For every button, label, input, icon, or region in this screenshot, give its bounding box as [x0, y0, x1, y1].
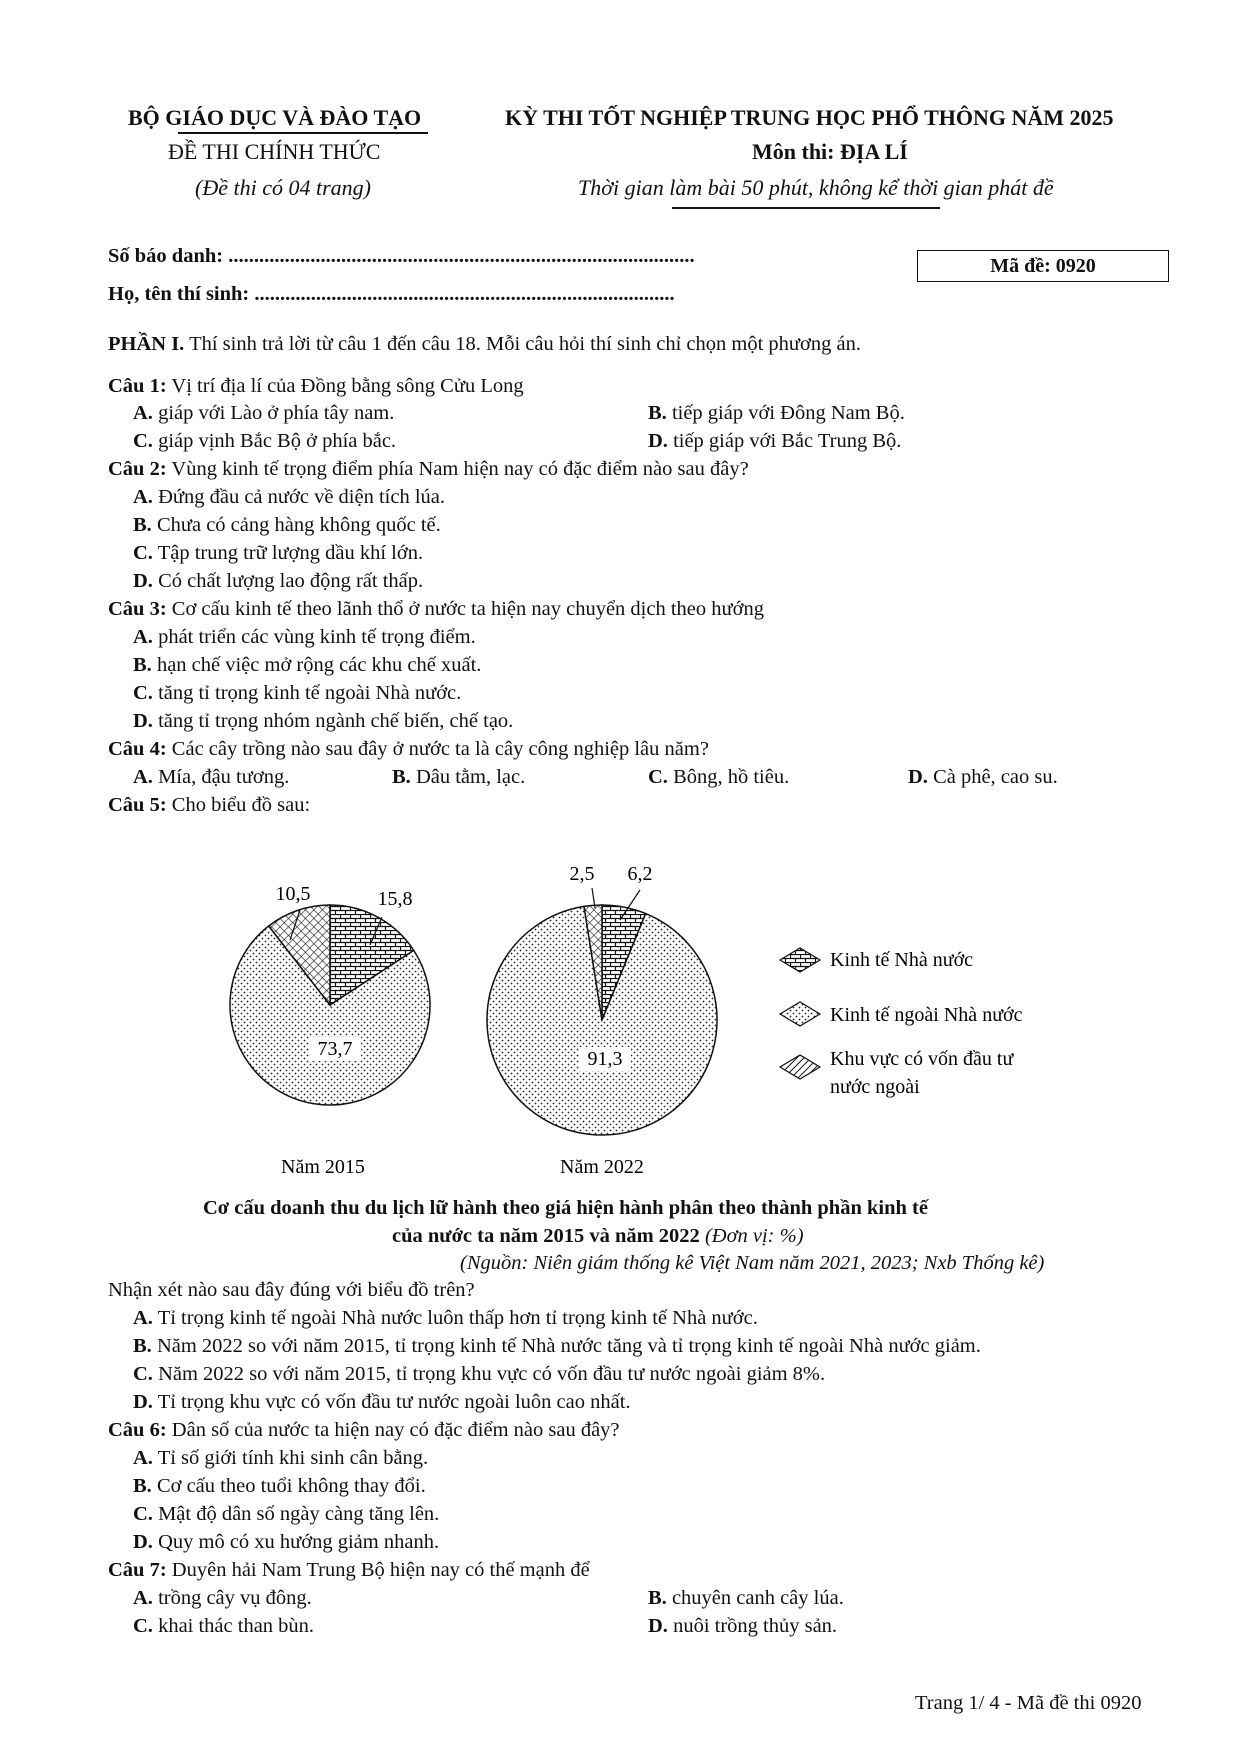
q7-option-d: D. nuôi trồng thủy sản.: [648, 1615, 838, 1637]
time-note: Thời gian làm bài 50 phút, không kể thời gian phát đề: [578, 175, 1054, 200]
q3-text: Cơ cấu kinh tế theo lãnh thổ ở nước ta hiện nay chuyển dịch theo hướng: [166, 598, 764, 620]
q3-option-b: B. hạn chế việc mở rộng các khu chế xuất.: [133, 654, 482, 676]
q4-option-c: C. Bông, hồ tiêu.: [648, 766, 790, 788]
pie-2-label-3: 2,5: [569, 863, 595, 885]
exam-title: KỲ THI TỐT NGHIỆP TRUNG HỌC PHỔ THÔNG NĂM 2025: [505, 105, 1114, 130]
q3-option-d: D. tăng tỉ trọng nhóm ngành chế biến, chế tạo.: [133, 710, 514, 732]
official-exam-label: ĐỀ THI CHÍNH THỨC: [168, 139, 381, 164]
pie-chart: [0, 850, 1240, 1190]
q5-option-d: D. Tỉ trọng khu vực có vốn đầu tư nước ngoài luôn cao nhất.: [133, 1391, 631, 1413]
q1-label: Câu 1:: [108, 375, 167, 397]
subject-label: Môn thi: ĐỊA LÍ: [752, 139, 908, 164]
q6-text: Dân số của nước ta hiện nay có đặc điểm nào sau đây?: [166, 1419, 620, 1441]
q2-label: Câu 2:: [108, 458, 167, 480]
question-3: [108, 596, 764, 622]
q7-label: Câu 7:: [108, 1559, 167, 1581]
legend-label-state: Kinh tế Nhà nước: [830, 949, 974, 971]
q1-option-b: B. tiếp giáp với Đông Nam Bộ.: [648, 402, 905, 424]
legend-item-nonstate: [780, 1002, 1023, 1026]
q6-label: Câu 6:: [108, 1419, 167, 1441]
question-4: [108, 736, 709, 762]
part-text: Thí sinh trả lời từ câu 1 đến câu 18. Mỗi câu hỏi thí sinh chỉ chọn một phương án.: [184, 333, 861, 355]
q2-option-c: C. Tập trung trữ lượng dầu khí lớn.: [133, 542, 424, 564]
chart-caption-line2: của nước ta năm 2015 và năm 2022 (Đơn vị: %): [392, 1225, 804, 1247]
legend-item-state: [780, 948, 973, 972]
page-footer: Trang 1/ 4 - Mã đề thi 0920: [915, 1692, 1142, 1714]
q5-prompt: Nhận xét nào sau đây đúng với biểu đồ trên?: [108, 1279, 475, 1301]
q2-option-a: A. Đứng đầu cả nước về diện tích lúa.: [133, 486, 446, 508]
legend-item-fdi: [780, 1048, 1014, 1098]
page-count-note: (Đề thi có 04 trang): [195, 175, 371, 200]
pie-1-label-2: 73,7: [317, 1038, 353, 1060]
q5-text: Cho biểu đồ sau:: [166, 794, 311, 816]
ministry-name: BỘ GIÁO DỤC VÀ ĐÀO TẠO: [128, 105, 422, 130]
question-5: [108, 792, 310, 818]
q7-option-c: C. khai thác than bùn.: [133, 1615, 315, 1637]
q1-option-d: D. tiếp giáp với Bắc Trung Bộ.: [648, 430, 902, 452]
q6-option-b: B. Cơ cấu theo tuổi không thay đổi.: [133, 1475, 426, 1497]
q5-label: Câu 5:: [108, 794, 167, 816]
q7-option-b: B. chuyên canh cây lúa.: [648, 1587, 844, 1609]
part-label: PHẦN I.: [108, 333, 185, 355]
q5-option-c: C. Năm 2022 so với năm 2015, tỉ trọng khu vực có vốn đầu tư nước ngoài giảm 8%.: [133, 1363, 826, 1385]
question-7: [108, 1557, 590, 1583]
q4-label: Câu 4:: [108, 738, 167, 760]
q2-option-b: B. Chưa có cảng hàng không quốc tế.: [133, 514, 441, 536]
legend-label-fdi-1: Khu vực có vốn đầu tư: [830, 1048, 1014, 1070]
q4-text: Các cây trồng nào sau đây ở nước ta là cây công nghiệp lâu năm?: [166, 738, 709, 760]
pie-1-label-3: 10,5: [275, 883, 311, 905]
q7-text: Duyên hải Nam Trung Bộ hiện nay có thế mạnh để: [166, 1559, 590, 1581]
ministry-underline: [178, 132, 428, 134]
pie-2-label-2: 91,3: [587, 1048, 623, 1070]
q3-label: Câu 3:: [108, 598, 167, 620]
q6-option-c: C. Mật độ dân số ngày càng tăng lên.: [133, 1503, 440, 1525]
part-instructions: [108, 331, 861, 357]
q2-option-d: D. Có chất lượng lao động rất thấp.: [133, 570, 424, 592]
chart-caption-line1: Cơ cấu doanh thu du lịch lữ hành theo giá hiện hành phân theo thành phần kinh tế: [203, 1197, 928, 1219]
question-2: [108, 456, 749, 482]
pie-2-title: Năm 2022: [560, 1156, 644, 1178]
pie-1-label-1: 15,8: [377, 888, 413, 910]
legend-label-fdi-2: nước ngoài: [830, 1076, 920, 1098]
q1-option-c: C. giáp vịnh Bắc Bộ ở phía bắc.: [133, 430, 397, 452]
chart-legend: [780, 948, 1023, 1098]
q1-option-a: A. giáp với Lào ở phía tây nam.: [133, 402, 395, 424]
q3-option-a: A. phát triển các vùng kinh tế trọng điểm.: [133, 626, 476, 648]
q4-option-b: B. Dâu tằm, lạc.: [392, 766, 526, 788]
exam-code-box: Mã đề: 0920: [917, 250, 1169, 282]
candidate-id-field: Số báo danh: ...........................................................................................: [108, 245, 695, 267]
legend-label-nonstate: Kinh tế ngoài Nhà nước: [830, 1004, 1023, 1026]
q1-text: Vị trí địa lí của Đồng bằng sông Cửu Long: [166, 375, 524, 397]
q4-option-a: A. Mía, đậu tương.: [133, 766, 290, 788]
question-1: [108, 373, 524, 399]
time-underline: [672, 207, 940, 209]
question-6: [108, 1417, 620, 1443]
chart-source: (Nguồn: Niên giám thống kê Việt Nam năm 2021, 2023; Nxb Thống kê): [460, 1252, 1045, 1274]
q4-option-d: D. Cà phê, cao su.: [908, 766, 1058, 788]
q5-option-b: B. Năm 2022 so với năm 2015, tỉ trọng kinh tế Nhà nước tăng và tỉ trọng kinh tế ngoài Nhà nước giảm.: [133, 1335, 981, 1357]
q2-text: Vùng kinh tế trọng điểm phía Nam hiện nay có đặc điểm nào sau đây?: [166, 458, 749, 480]
q6-option-a: A. Tỉ số giới tính khi sinh cân bằng.: [133, 1447, 429, 1469]
candidate-name-field: Họ, tên thí sinh: ..................................................................................: [108, 283, 675, 305]
pie-1-title: Năm 2015: [281, 1156, 365, 1178]
q5-option-a: A. Tỉ trọng kinh tế ngoài Nhà nước luôn thấp hơn tỉ trọng kinh tế Nhà nước.: [133, 1307, 758, 1329]
q7-option-a: A. trồng cây vụ đông.: [133, 1587, 312, 1609]
pie-2-label-1: 6,2: [627, 863, 653, 885]
q3-option-c: C. tăng tỉ trọng kinh tế ngoài Nhà nước.: [133, 682, 462, 704]
chart-unit: (Đơn vị: %): [704, 1225, 804, 1247]
q6-option-d: D. Quy mô có xu hướng giảm nhanh.: [133, 1531, 440, 1553]
